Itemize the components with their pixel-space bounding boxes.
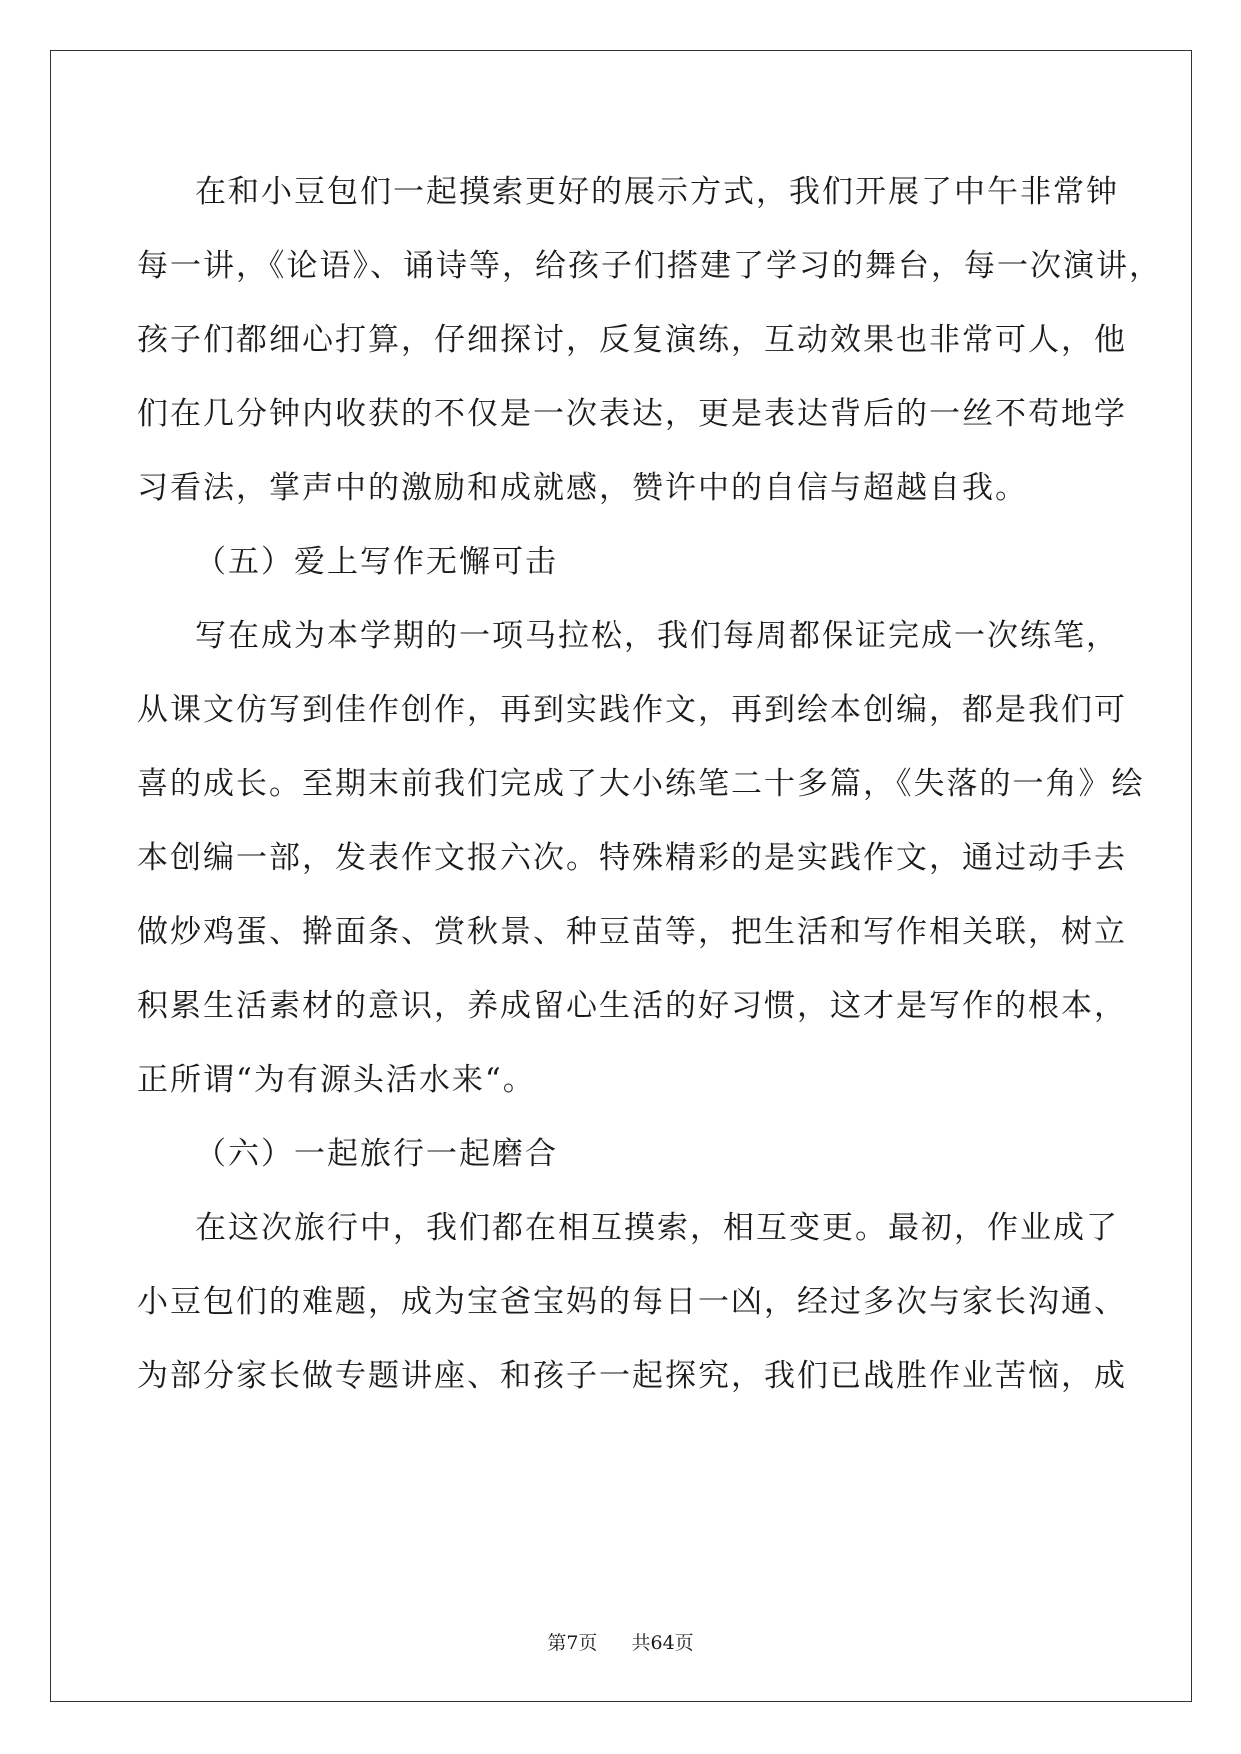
line-text: 正所谓“为有源头活水来“。 xyxy=(137,1062,536,1098)
line-text: 本创编一部，发表作文报六次。特殊精彩的是实践作文，通过动手去 xyxy=(137,840,1127,876)
paragraph-line xyxy=(0,1055,1241,1105)
line-text: 为部分家长做专题讲座、和孩子一起探究，我们已战胜作业苦恼，成 xyxy=(137,1358,1127,1394)
paragraph-line xyxy=(0,389,1241,439)
paragraph-line xyxy=(0,167,1241,217)
current-page-number: 第7页 xyxy=(547,1632,598,1654)
line-text: 每一讲，《论语》、诵诗等，给孩子们搭建了学习的舞台，每一次演讲， xyxy=(137,248,1162,284)
total-page-count: 共64页 xyxy=(631,1632,694,1654)
line-text: 孩子们都细心打算，仔细探讨，反复演练，互动效果也非常可人，他 xyxy=(137,322,1127,358)
line-text: 从课文仿写到佳作创作，再到实践作文，再到绘本创编，都是我们可 xyxy=(137,692,1127,728)
paragraph-line xyxy=(0,685,1241,735)
heading-text: （五）爱上写作无懈可击 xyxy=(195,544,558,580)
paragraph-line xyxy=(0,1351,1241,1401)
paragraph-line xyxy=(0,611,1241,661)
paragraph-line xyxy=(0,315,1241,365)
paragraph-line xyxy=(0,907,1241,957)
paragraph-line xyxy=(0,1277,1241,1327)
paragraph-line xyxy=(0,463,1241,513)
line-text: 积累生活素材的意识，养成留心生活的好习惯，这才是写作的根本， xyxy=(137,988,1127,1024)
line-text: 习看法，掌声中的激励和成就感，赞许中的自信与超越自我。 xyxy=(137,470,1028,506)
line-text: 写在成为本学期的一项马拉松，我们每周都保证完成一次练笔， xyxy=(195,618,1119,654)
line-text: 喜的成长。至期末前我们完成了大小练笔二十多篇，《失落的一角》绘 xyxy=(137,766,1145,802)
heading-text: （六）一起旅行一起磨合 xyxy=(195,1136,558,1172)
paragraph-line xyxy=(0,759,1241,809)
paragraph-line xyxy=(0,981,1241,1031)
line-text: 小豆包们的难题，成为宝爸宝妈的每日一凶，经过多次与家长沟通、 xyxy=(137,1284,1127,1320)
line-text: 在这次旅行中，我们都在相互摸索，相互变更。最初，作业成了 xyxy=(195,1210,1119,1246)
line-text: 们在几分钟内收获的不仅是一次表达，更是表达背后的一丝不苟地学 xyxy=(137,396,1127,432)
page-footer xyxy=(0,1628,1241,1658)
line-text: 在和小豆包们一起摸索更好的展示方式，我们开展了中午非常钟 xyxy=(195,174,1119,210)
paragraph-line xyxy=(0,241,1241,291)
section-heading xyxy=(0,537,1241,587)
section-heading xyxy=(0,1129,1241,1179)
paragraph-line xyxy=(0,1203,1241,1253)
paragraph-line xyxy=(0,833,1241,883)
line-text: 做炒鸡蛋、擀面条、赏秋景、种豆苗等，把生活和写作相关联，树立 xyxy=(137,914,1127,950)
